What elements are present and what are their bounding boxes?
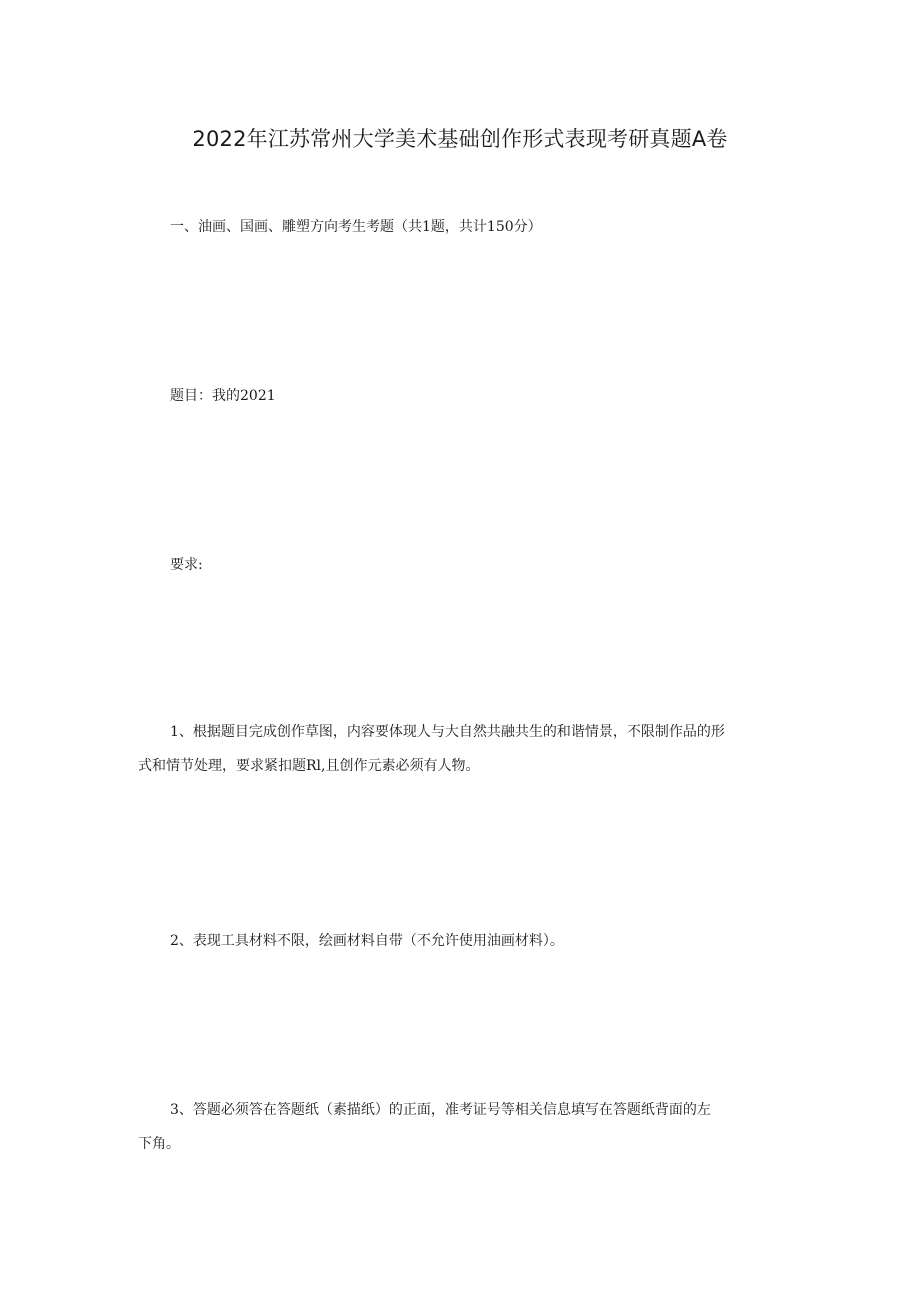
requirement-item-3-line-1: 3、答题必须答在答题纸（素描纸）的正面，准考证号等相关信息填写在答题纸背面的左 (170, 1102, 711, 1118)
section-heading: 一、油画、国画、雕塑方向考生考题（共1题，共计150分） (170, 219, 542, 235)
requirement-item-1-line-1: 1、根据题目完成创作草图，内容要体现人与大自然共融共生的和谐情景，不限制作品的形 (170, 724, 725, 740)
requirements-label: 要求: (170, 557, 203, 573)
requirement-item-1-line-2: 式和情节处理，要求紧扣题Rl,且创作元素必须有人物。 (138, 758, 480, 774)
requirement-item-3 (138, 1093, 798, 1161)
requirement-item-2 (138, 924, 798, 958)
requirement-item-2-line-1: 2、表现工具材料不限，绘画材料自带（不允许使用油画材料）。 (170, 933, 564, 949)
requirement-item-1 (138, 715, 798, 783)
requirement-item-3-line-2: 下角。 (138, 1136, 180, 1152)
document-title: 2022年江苏常州大学美术基础创作形式表现考研真题A卷 (192, 127, 728, 151)
topic-line: 题目：我的2021 (170, 388, 276, 404)
